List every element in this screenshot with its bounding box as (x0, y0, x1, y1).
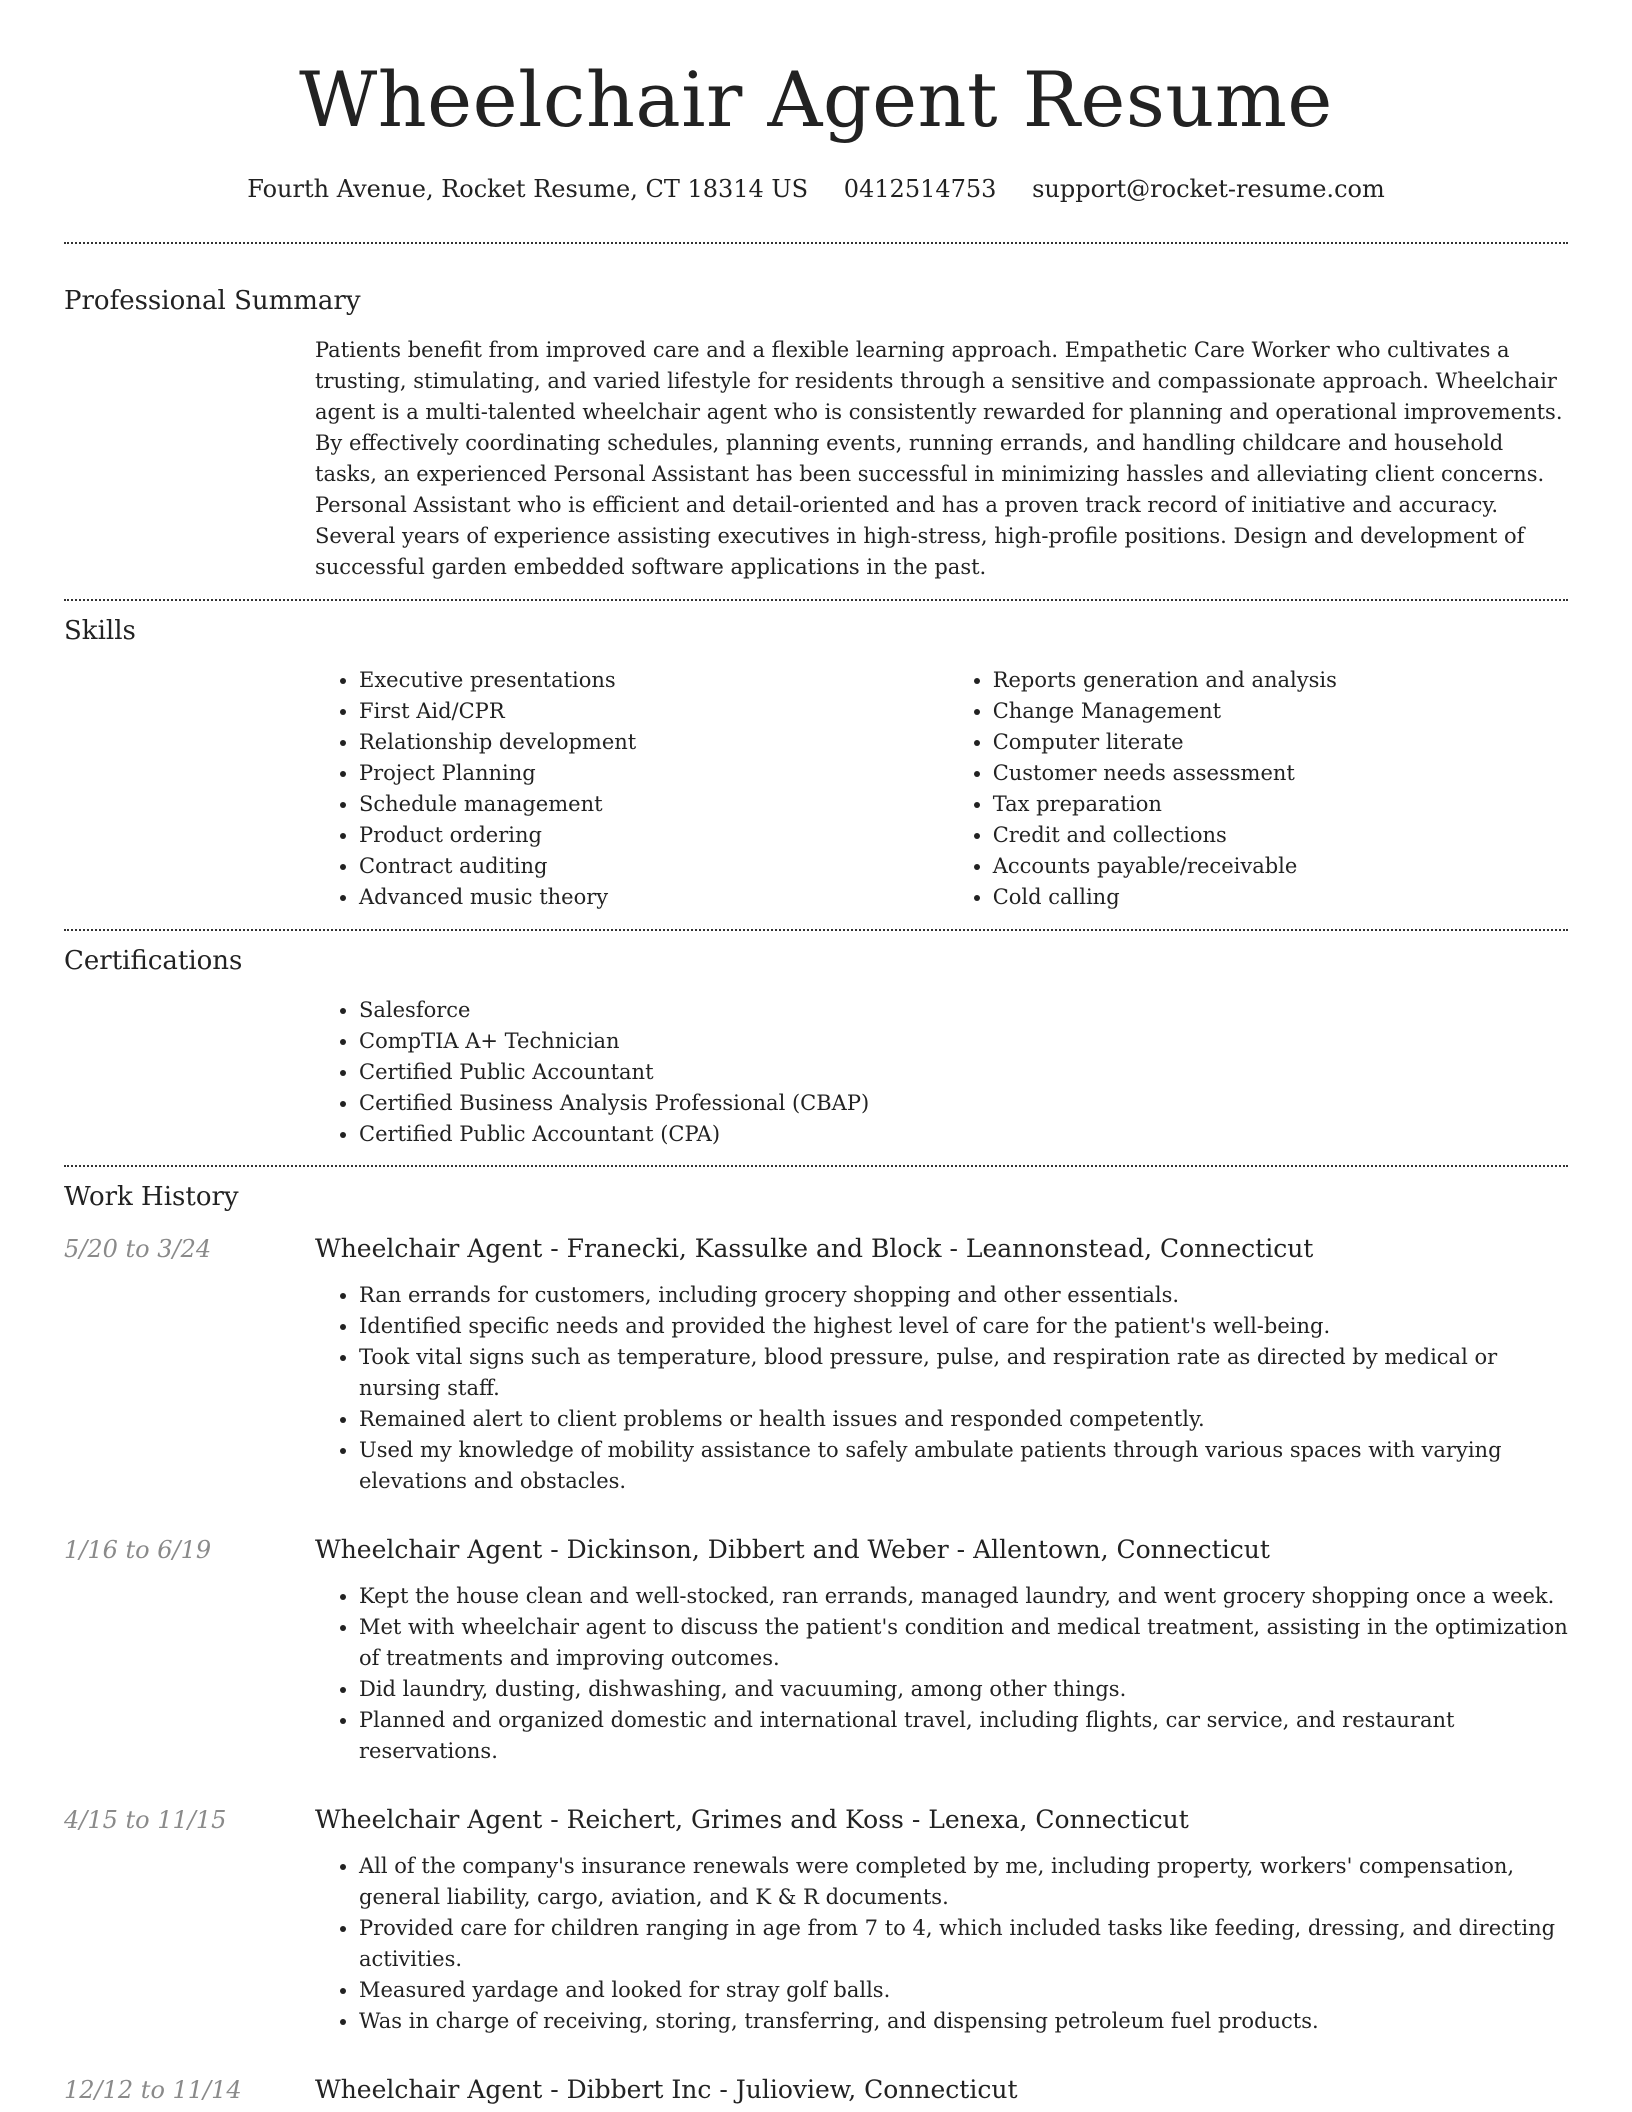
contact-phone: 0412514753 (843, 175, 997, 203)
skill-item: • Advanced music theory (359, 882, 949, 913)
job-dates: 4/15 to 11/15 (64, 1806, 227, 1834)
job-bullet: • Identified specific needs and provided the highest level of care for the patient's well-being. (359, 1311, 1568, 1342)
skill-item: • Change Management (993, 696, 1568, 727)
job-title: Wheelchair Agent - Franecki, Kassulke and Block - Leannonstead, Connecticut (315, 1234, 1314, 1263)
job-bullet: • Took vital signs such as temperature, blood pressure, pulse, and respiration rate as directed by medical or nursing staff. (359, 1342, 1568, 1404)
skill-item: • Schedule management (359, 789, 949, 820)
skill-item: • Relationship development (359, 727, 949, 758)
contact-line (64, 174, 1568, 204)
skills-list-right (949, 665, 1568, 913)
skill-item: • Project Planning (359, 758, 949, 789)
certifications-heading: Certifications (64, 946, 243, 976)
certification-item: • Certified Public Accountant (CPA) (359, 1119, 1568, 1150)
job-title: Wheelchair Agent - Reichert, Grimes and Koss - Lenexa, Connecticut (315, 1805, 1189, 1834)
job-bullet: • Kept the house clean and well-stocked, ran errands, managed laundry, and went grocery shopping once a week. (359, 1581, 1568, 1612)
resume-title: Wheelchair Agent Resume (299, 55, 1333, 144)
work-history-section (64, 1167, 1568, 2105)
job-entry (64, 2075, 1568, 2105)
summary-section (64, 244, 1568, 583)
job-bullet: • All of the company's insurance renewals were completed by me, including property, workers' compensation, general liability, cargo, aviation, and K & R documents. (359, 1851, 1568, 1913)
certifications-list (315, 995, 1568, 1150)
job-bullets (315, 1851, 1568, 2037)
job-bullet: • Did laundry, dusting, dishwashing, and vacuuming, among other things. (359, 1674, 1568, 1705)
skills-grid (315, 665, 1568, 913)
skill-item: • Cold calling (993, 882, 1568, 913)
contact-address: Fourth Avenue, Rocket Resume, CT 18314 US (247, 175, 809, 203)
skill-item: • Contract auditing (359, 851, 949, 882)
certifications-body (315, 995, 1568, 1150)
job-dates: 12/12 to 11/14 (64, 2076, 242, 2104)
job-bullet: • Used my knowledge of mobility assistance to safely ambulate patients through various spaces with varying elevations and obstacles. (359, 1435, 1568, 1497)
contact-email: support@rocket-resume.com (1032, 175, 1385, 203)
job-details (315, 1535, 1568, 1767)
job-entry (64, 1234, 1568, 1497)
job-title: Wheelchair Agent - Dickinson, Dibbert and Weber - Allentown, Connecticut (315, 1535, 1270, 1564)
skill-item: • Customer needs assessment (993, 758, 1568, 789)
job-details (315, 1805, 1568, 2037)
skill-item: • First Aid/CPR (359, 696, 949, 727)
job-bullets (315, 1280, 1568, 1497)
certification-item: • CompTIA A+ Technician (359, 1026, 1568, 1057)
skill-item: • Computer literate (993, 727, 1568, 758)
certification-item: • Certified Business Analysis Professional (CBAP) (359, 1088, 1568, 1119)
summary-text: Patients benefit from improved care and a flexible learning approach. Empathetic Care Worker who cultivates a trusting, stimulating, and varied lifestyle for residents through a sensitive and compassionate approach. Wheelchair agent is a multi-talented wheelchair agent who is consistently rewarded for planning and operational improvements. By effectively coordinating schedules, planning events, running errands, and handling childcare and household tasks, an experienced Personal Assistant has been successful in minimizing hassles and alleviating client concerns. Personal Assistant who is efficient and detail-oriented and has a proven track record of initiative and accuracy. Several years of experience assisting executives in high-stress, high-profile positions. Design and development of successful garden embedded software applications in the past. (315, 338, 1563, 579)
skill-item: • Reports generation and analysis (993, 665, 1568, 696)
job-details (315, 1234, 1568, 1497)
skill-item: • Executive presentations (359, 665, 949, 696)
job-bullet: • Remained alert to client problems or health issues and responded competently. (359, 1404, 1568, 1435)
skills-list-left (315, 665, 949, 913)
skills-heading: Skills (64, 616, 136, 646)
job-bullets (315, 1581, 1568, 1767)
job-bullet: • Planned and organized domestic and international travel, including flights, car service, and restaurant reservations. (359, 1705, 1568, 1767)
certification-item: • Salesforce (359, 995, 1568, 1026)
summary-body (315, 335, 1568, 583)
job-dates: 1/16 to 6/19 (64, 1536, 212, 1564)
job-bullet: • Provided care for children ranging in age from 7 to 4, which included tasks like feeding, dressing, and directing activities. (359, 1913, 1568, 1975)
job-title: Wheelchair Agent - Dibbert Inc - Julioview, Connecticut (315, 2075, 1018, 2104)
job-entry (64, 1805, 1568, 2037)
skills-section (64, 601, 1568, 913)
certifications-section (64, 931, 1568, 1150)
certification-item: • Certified Public Accountant (359, 1057, 1568, 1088)
job-bullet: • Met with wheelchair agent to discuss the patient's condition and medical treatment, assisting in the optimization of treatments and improving outcomes. (359, 1612, 1568, 1674)
skill-item: • Credit and collections (993, 820, 1568, 851)
skill-item: • Tax preparation (993, 789, 1568, 820)
work-history-heading: Work History (64, 1182, 239, 1212)
job-bullet: • Was in charge of receiving, storing, transferring, and dispensing petroleum fuel products. (359, 2006, 1568, 2037)
job-bullet: • Ran errands for customers, including grocery shopping and other essentials. (359, 1280, 1568, 1311)
summary-heading: Professional Summary (64, 286, 361, 316)
job-dates: 5/20 to 3/24 (64, 1235, 212, 1263)
job-entry (64, 1535, 1568, 1767)
skill-item: • Product ordering (359, 820, 949, 851)
skill-item: • Accounts payable/receivable (993, 851, 1568, 882)
job-details (315, 2075, 1568, 2105)
job-bullet: • Measured yardage and looked for stray golf balls. (359, 1975, 1568, 2006)
